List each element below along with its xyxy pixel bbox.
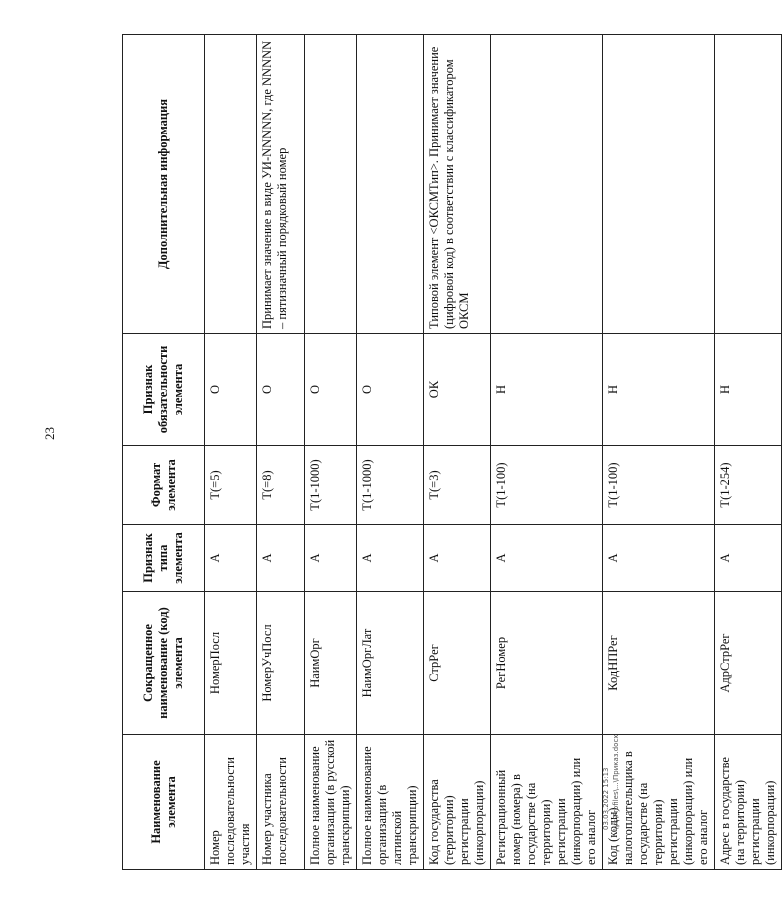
cell-additional-info — [715, 35, 782, 334]
elements-table — [122, 34, 782, 870]
cell-format: T(1-1000) — [357, 446, 424, 525]
print-stamp — [602, 735, 622, 830]
cell-element-name: Адрес в государстве (на территории) регистрации (инкорпорации) — [715, 735, 782, 870]
cell-format: T(1-100) — [491, 446, 603, 525]
table-header-row — [123, 35, 205, 870]
cell-short-name: НомерУчПосл — [257, 592, 305, 735]
cell-additional-info — [305, 35, 357, 334]
cell-format: T(1-1000) — [305, 446, 357, 525]
cell-type: А — [357, 525, 424, 592]
header-element-name: Наименование элемента — [123, 735, 205, 870]
cell-required: Н — [603, 334, 715, 446]
page-number: 23 — [42, 427, 57, 440]
cell-short-name: НаимОрг — [305, 592, 357, 735]
cell-element-name: Номер участника последовательности — [257, 735, 305, 870]
cell-additional-info: Принимает значение в виде УИ-NNNNN, где NNNNN – пятизначный порядковый номер — [257, 35, 305, 334]
cell-type: А — [715, 525, 782, 592]
cell-additional-info — [603, 35, 715, 334]
cell-type: А — [424, 525, 491, 592]
header-type: Признак типа элемента — [123, 525, 205, 592]
cell-additional-info — [491, 35, 603, 334]
cell-short-name: КодНПРег — [603, 592, 715, 735]
table-row — [357, 35, 424, 870]
cell-required: ОК — [424, 334, 491, 446]
table-row — [424, 35, 491, 870]
rotated-table-container — [122, 35, 777, 870]
table-row — [491, 35, 603, 870]
table-row — [257, 35, 305, 870]
cell-required: О — [205, 334, 257, 446]
table-row — [205, 35, 257, 870]
cell-additional-info — [205, 35, 257, 334]
header-required: Признак обязательности элемента — [123, 334, 205, 446]
cell-short-name: НомерПосл — [205, 592, 257, 735]
cell-type: А — [491, 525, 603, 592]
table-row — [305, 35, 357, 870]
cell-required: О — [257, 334, 305, 446]
cell-format: T(=8) — [257, 446, 305, 525]
cell-short-name: АдрСтрРег — [715, 592, 782, 735]
cell-type: А — [257, 525, 305, 592]
cell-element-name: Код (коды) налогоплательщика в государстве (на территории) регистрации (инкорпорации) или его аналог — [603, 735, 715, 870]
cell-required: Н — [491, 334, 603, 446]
cell-required: О — [305, 334, 357, 446]
cell-required: О — [357, 334, 424, 446]
cell-type: А — [305, 525, 357, 592]
cell-format: T(1-254) — [715, 446, 782, 525]
cell-element-name: Регистрационный номер (номера) в государстве (на территории) регистрации (инкорпорации) или его аналог — [491, 735, 603, 870]
stamp-line-1: 03.03.2022 15:13 — [602, 767, 610, 830]
stamp-line-2: \\fs\Profiles\...\Приказ.docx — [611, 734, 620, 830]
table-row — [715, 35, 782, 870]
cell-element-name: Номер последовательности участия — [205, 735, 257, 870]
cell-format: T(=3) — [424, 446, 491, 525]
header-format: Формат элемента — [123, 446, 205, 525]
cell-additional-info: Типовой элемент <ОКСМТип>. Принимает значение (цифровой код) в соответствии с классификатором ОКСМ — [424, 35, 491, 334]
cell-short-name: РегНомер — [491, 592, 603, 735]
cell-format: T(=5) — [205, 446, 257, 525]
header-additional-info: Дополнительная информация — [123, 35, 205, 334]
cell-required: Н — [715, 334, 782, 446]
cell-element-name: Полное наименование организации (в латинской транскрипции) — [357, 735, 424, 870]
cell-element-name: Полное наименование организации (в русской транскрипции) — [305, 735, 357, 870]
header-short-name: Сокращенное наименование (код) элемента — [123, 592, 205, 735]
cell-short-name: СтрРег — [424, 592, 491, 735]
cell-additional-info — [357, 35, 424, 334]
cell-type: А — [603, 525, 715, 592]
cell-short-name: НаимОргЛат — [357, 592, 424, 735]
cell-type: А — [205, 525, 257, 592]
cell-element-name: Код государства (территории) регистрации (инкорпорации) — [424, 735, 491, 870]
cell-format: T(1-100) — [603, 446, 715, 525]
